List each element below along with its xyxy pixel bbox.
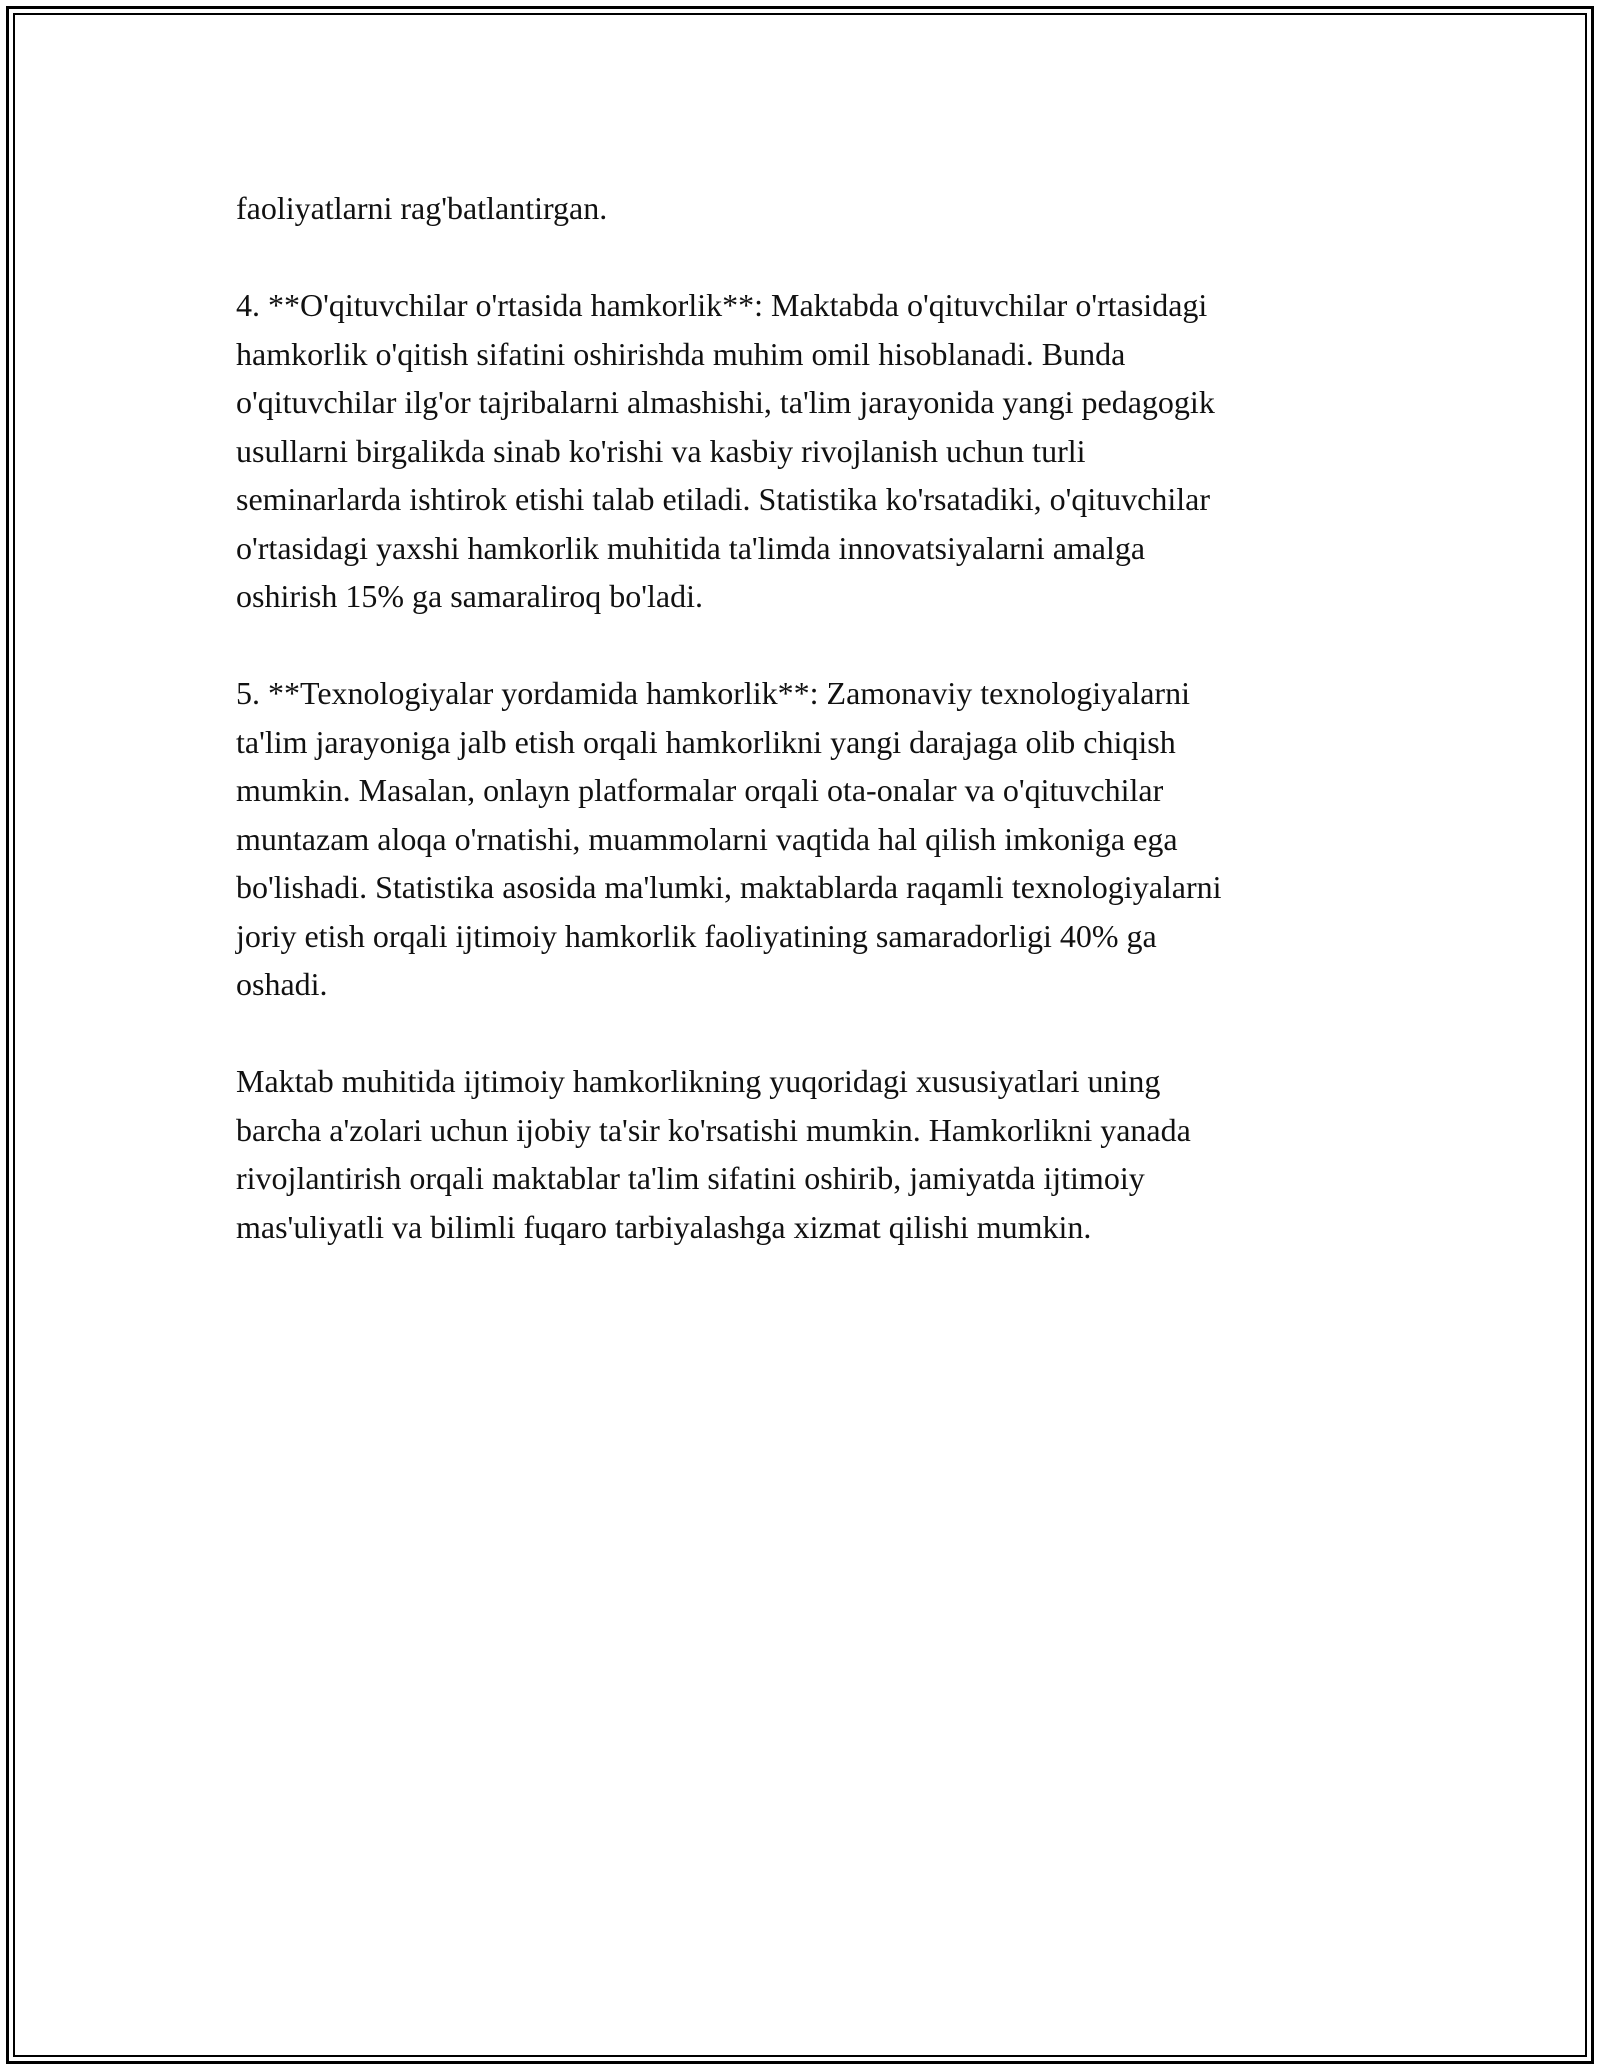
paragraph-item-4: 4. **O'qituvchilar o'rtasida hamkorlik**: Maktabda o'qituvchilar o'rtasidagi hamkorlik o'qitish sifatini oshirishda muhim omil hisoblanadi. Bunda o'qituvchilar ilg'or tajribalarni almashishi, ta'lim jarayonida yangi pedagogik usullarni birgalikda sinab ko'rishi va kasbiy rivojlanish uchun turli seminarlarda ishtirok etishi talab etiladi. Statistika ko'rsatadiki, o'qituvchilar o'rtasidagi yaxshi hamkorlik muhitida ta'limda innovatsiyalarni amalga oshirish 15% ga samaraliroq bo'ladi. xyxy=(236,287,1215,614)
document-body xyxy=(236,184,1376,1300)
paragraph-continuation: faoliyatlarni rag'batlantirgan. xyxy=(236,190,608,226)
paragraph-conclusion: Maktab muhitida ijtimoiy hamkorlikning yuqoridagi xususiyatlari uning barcha a'zolari uchun ijobiy ta'sir ko'rsatishi mumkin. Hamkorlikni yanada rivojlantirish orqali maktablar ta'lim sifatini oshirib, jamiyatda ijtimoiy mas'uliyatli va bilimli fuqaro tarbiyalashga xizmat qilishi mumkin. xyxy=(236,1063,1191,1245)
paragraph-item-5: 5. **Texnologiyalar yordamida hamkorlik**: Zamonaviy texnologiyalarni ta'lim jarayoniga jalb etish orqali hamkorlikni yangi darajaga olib chiqish mumkin. Masalan, onlayn platformalar orqali ota-onalar va o'qituvchilar muntazam aloqa o'rnatishi, muammolarni vaqtida hal qilish imkoniga ega bo'lishadi. Statistika asosida ma'lumki, maktablarda raqamli texnologiyalarni joriy etish orqali ijtimoiy hamkorlik faoliyatining samaradorligi 40% ga oshadi. xyxy=(236,675,1222,1002)
